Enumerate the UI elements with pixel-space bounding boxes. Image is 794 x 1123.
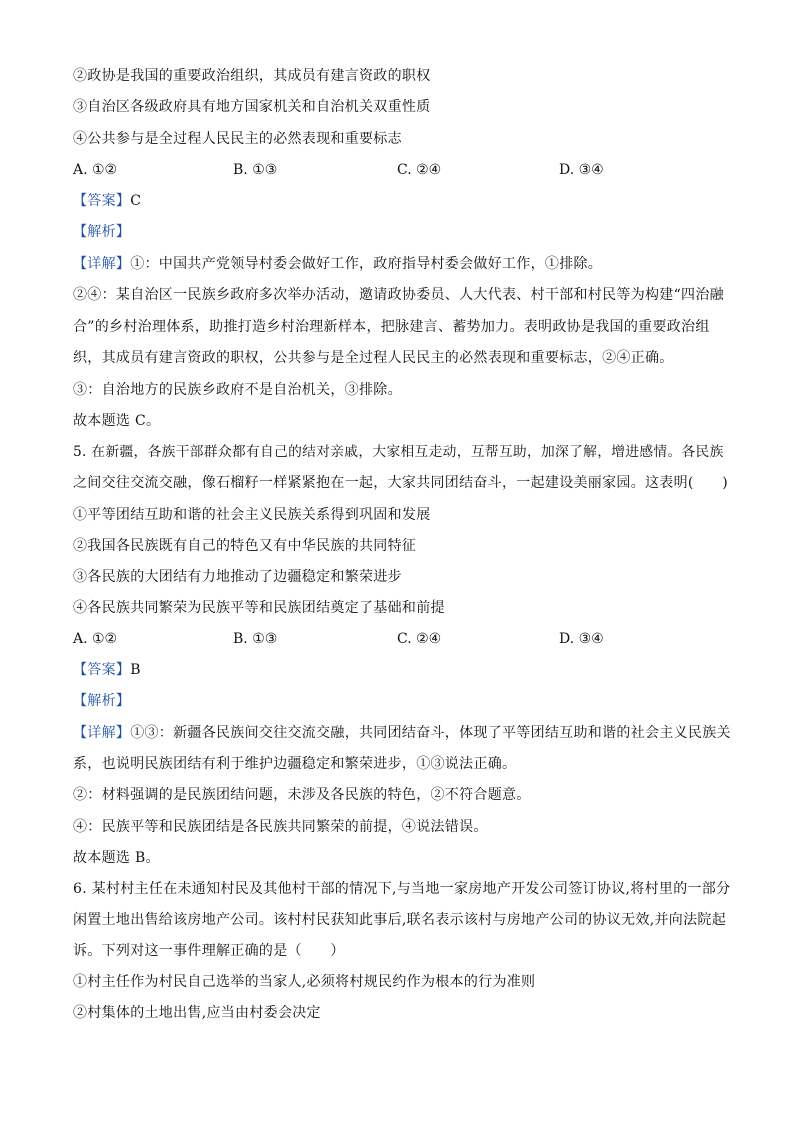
- detail-label: 【详解】: [73, 256, 131, 272]
- detail-text: ③：自治地方的民族乡政府不是自治机关，③排除。: [73, 382, 402, 398]
- answer-options: [73, 160, 733, 180]
- conclusion: 故本题选 B。: [73, 850, 160, 866]
- answer-label: 【答案】: [73, 662, 131, 678]
- option-c: C. ②④: [397, 162, 442, 178]
- answer-value: B: [130, 662, 141, 678]
- statement-2: ②村集体的土地出售,应当由村委会决定: [73, 1005, 321, 1021]
- detail-text: 合”的乡村治理体系，助推打造乡村治理新样本，把脉建言、蓄势加力。表明政协是我国的重要政治组: [73, 319, 710, 335]
- option-d: D. ③④: [559, 162, 604, 178]
- statement-3: ③自治区各级政府具有地方国家机关和自治机关双重性质: [73, 99, 431, 115]
- question-5-stem: 5. 在新疆，各族干部群众都有自己的结对亲戚，大家相互走动，互帮互助，加深了解，增进感情。各民族: [73, 444, 724, 460]
- answer-label: 【答案】: [73, 193, 131, 209]
- statement-2: ②政协是我国的重要政治组织，其成员有建言资政的职权: [73, 68, 431, 84]
- statement-4: ④各民族共同繁荣为民族平等和民族团结奠定了基础和前提: [73, 600, 445, 616]
- option-b: B. ①③: [233, 631, 278, 647]
- statement-3: ③各民族的大团结有力地推动了边疆稳定和繁荣进步: [73, 569, 402, 585]
- analysis-label: 【解析】: [73, 224, 131, 240]
- answer-value: C: [130, 193, 142, 209]
- statement-2: ②我国各民族既有自己的特色又有中华民族的共同特征: [73, 538, 417, 554]
- detail-text: ②：材料强调的是民族团结问题，未涉及各民族的特色，②不符合题意。: [73, 787, 531, 803]
- detail-text: 系，也说明民族团结有利于维护边疆稳定和繁荣进步，①③说法正确。: [73, 756, 517, 772]
- detail-text: ②④：某自治区一民族乡政府多次举办活动，邀请政协委员、人大代表、村干部和村民等为构建“四治融: [73, 287, 724, 303]
- option-d: D. ③④: [559, 631, 604, 647]
- detail-line: [73, 723, 731, 743]
- answer-line: [73, 660, 141, 680]
- option-a: A. ①②: [73, 162, 118, 178]
- question-5-stem: 之间交往交流交融，像石榴籽一样紧紧抱在一起，大家共同团结奋斗，一起建设美丽家园。这表明( ): [73, 475, 729, 491]
- question-6-stem: 闲置土地出售给该房地产公司。该村村民获知此事后,联名表示该村与房地产公司的协议无效,并向法院起: [73, 912, 726, 928]
- answer-options: [73, 629, 733, 649]
- question-6-stem: 诉。下列对这一事件理解正确的是（ ）: [73, 943, 345, 959]
- detail-text: 织，其成员有建言资政的职权，公共参与是全过程人民民主的必然表现和重要标志，②④正确。: [73, 350, 674, 366]
- statement-1: ①村主任作为村民自己选举的当家人,必须将村规民约作为根本的行为准则: [73, 974, 536, 990]
- option-b: B. ①③: [233, 162, 278, 178]
- detail-text: ①③：新疆各民族间交往交流交融，共同团结奋斗，体现了平等团结互助和谐的社会主义民族关: [130, 725, 731, 741]
- option-a: A. ①②: [73, 631, 118, 647]
- answer-line: [73, 191, 141, 211]
- detail-line: [73, 254, 602, 274]
- analysis-label: 【解析】: [73, 693, 131, 709]
- question-6-stem: 6. 某村村主任在未通知村民及其他村干部的情况下,与当地一家房地产开发公司签订协议,将村里的一部分: [73, 881, 731, 897]
- statement-1: ①平等团结互助和谐的社会主义民族关系得到巩固和发展: [73, 507, 431, 523]
- detail-text: ①：中国共产党领导村委会做好工作，政府指导村委会做好工作，①排除。: [130, 256, 603, 272]
- detail-label: 【详解】: [73, 725, 131, 741]
- detail-text: ④：民族平等和民族团结是各民族共同繁荣的前提，④说法错误。: [73, 819, 488, 835]
- statement-4: ④公共参与是全过程人民民主的必然表现和重要标志: [73, 131, 402, 147]
- option-c: C. ②④: [397, 631, 442, 647]
- conclusion: 故本题选 C。: [73, 413, 161, 429]
